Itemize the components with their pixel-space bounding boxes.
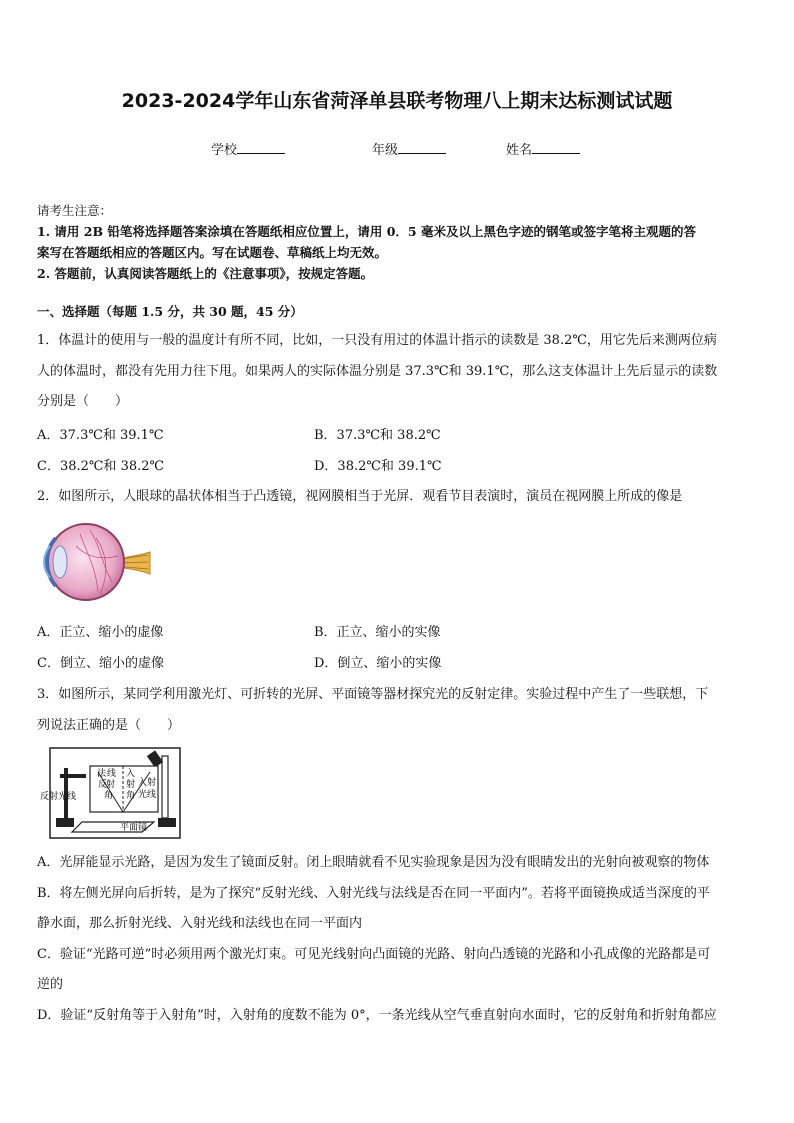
q2-option-b[interactable]: B．正立、缩小的实像 xyxy=(314,625,441,640)
school-label: 学校 xyxy=(211,143,238,158)
label-incident-ray-b: 光线 xyxy=(138,790,157,800)
question-2 xyxy=(37,482,759,513)
label-reflect-angle-c: 角 xyxy=(104,791,114,801)
label-normal-b: 线 xyxy=(107,769,117,779)
section-heading: 一、选择题（每题 1.5 分，共 30 题，45 分） xyxy=(37,304,303,319)
q3-option-c2: 逆的 xyxy=(37,977,64,992)
lens xyxy=(53,546,67,578)
q3-option-d1[interactable]: D．验证“反射角等于入射角”时，入射角的度数不能为 0°，一条光线从空气垂直射向水面时，它的反射角和折射角都应 xyxy=(37,1007,717,1023)
q3-options xyxy=(37,848,759,1031)
notice-heading: 请考生注意： xyxy=(37,203,113,218)
question-3 xyxy=(37,680,759,741)
q3-option-c1[interactable]: C．验证“光路可逆”时必须用两个激光灯束。可见光线射向凸面镜的光路、射向凸透镜的光路和小孔成像的光路都是可 xyxy=(37,946,711,962)
q3-option-b2: 静水面，那么折射光线、入射光线和法线也在同一平面内 xyxy=(37,916,363,931)
label-reflect-ray: 反射光线 xyxy=(40,792,77,802)
label-mirror: 平面镜 xyxy=(120,823,148,833)
q1-option-c[interactable]: C．38.2℃和 38.2℃ xyxy=(37,459,165,474)
notice-item-2: 2. 答题前，认真阅读答题纸上的《注意事项》，按规定答题。 xyxy=(37,266,374,281)
q2-option-c[interactable]: C．倒立、缩小的虚像 xyxy=(37,656,164,671)
q1-line3: 分别是（ ） xyxy=(37,394,129,409)
q1-option-b[interactable]: B．37.3℃和 38.2℃ xyxy=(314,428,441,443)
question-1 xyxy=(37,326,759,418)
school-field[interactable] xyxy=(211,139,285,158)
q1-line1: 1．体温计的使用与一般的温度计有所不同，比如，一只没有用过的体温计指示的读数是 38.2℃，用它先后来测两位病 xyxy=(37,333,717,348)
label-incident-angle-a: 入 xyxy=(126,769,136,779)
label-incident-angle-b: 射 xyxy=(126,780,136,790)
q2-option-d[interactable]: D．倒立、缩小的实像 xyxy=(314,656,442,671)
school-blank[interactable] xyxy=(237,139,285,154)
reflection-apparatus-figure xyxy=(38,746,184,840)
q1-line2: 人的体温时，都没有先用力往下甩。如果两人的实际体温分别是 37.3℃和 39.1℃，那么这支体温计上先后显示的读数 xyxy=(37,363,718,379)
q2-option-a[interactable]: A．正立、缩小的虚像 xyxy=(37,625,164,640)
name-blank[interactable] xyxy=(532,139,580,154)
notice-block xyxy=(37,200,759,284)
name-field[interactable] xyxy=(506,139,580,158)
q2-line1: 2．如图所示，人眼球的晶状体相当于凸透镜，视网膜相当于光屏．观看节目表演时，演员在视网膜上所成的像是 xyxy=(37,489,683,504)
q3-option-a[interactable]: A．光屏能显示光路，是因为发生了镜面反射。闭上眼睛就看不见实验现象是因为没有眼睛发出的光射向被观察的物体 xyxy=(37,855,710,870)
label-reflect-angle-b: 射 xyxy=(106,780,116,790)
laser-pointer xyxy=(147,750,163,767)
page-title: 2023-2024学年山东省菏泽单县联考物理八上期末达标测试试题 xyxy=(121,90,673,112)
notice-item-1b: 案写在答题纸相应的答题区内。写在试题卷、草稿纸上均无效。 xyxy=(37,245,388,260)
q1-option-a[interactable]: A．37.3℃和 39.1℃ xyxy=(37,428,164,443)
q1-option-d[interactable]: D．38.2℃和 39.1℃ xyxy=(314,459,442,474)
grade-blank[interactable] xyxy=(398,139,446,154)
label-reflect-angle-a: 反 xyxy=(98,780,108,790)
label-incident-angle-c: 角 xyxy=(126,791,136,801)
q3-line2: 列说法正确的是（ ） xyxy=(37,717,181,733)
grade-field[interactable] xyxy=(372,139,446,158)
label-incident-ray-a: 入射 xyxy=(138,778,157,788)
name-label: 姓名 xyxy=(506,143,533,158)
q3-line1: 3．如图所示，某同学利用激光灯、可折转的光屏、平面镜等器材探究光的反射定律。实验过程中产生了一些联想，下 xyxy=(37,687,709,702)
eye-illustration xyxy=(40,516,152,608)
label-normal-a: 法 xyxy=(97,769,107,779)
q3-option-b1[interactable]: B．将左侧光屏向后折转，是为了探究“反射光线、入射光线与法线是否在同一平面内”。若将平面镜换成适当深度的平 xyxy=(37,885,710,901)
notice-item-1a: 1. 请用 2B 铅笔将选择题答案涂填在答题纸相应位置上，请用 0．5 毫米及以上黑色字迹的钢笔或签字笔将主观题的答 xyxy=(37,224,696,239)
grade-label: 年级 xyxy=(372,143,399,158)
